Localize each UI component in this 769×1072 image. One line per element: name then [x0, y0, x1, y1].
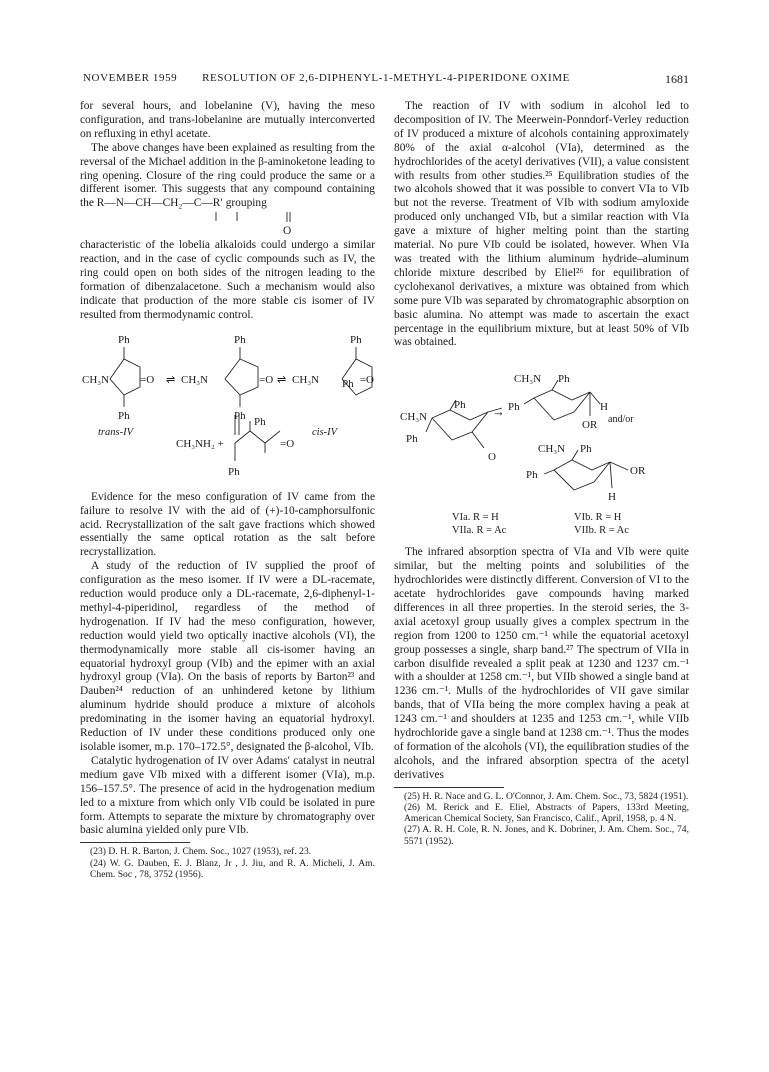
- hydrogen-label: H: [600, 401, 608, 414]
- phenyl-label: Ph: [454, 399, 466, 412]
- grouping-diagram: [80, 211, 375, 239]
- phenyl-label: Ph: [234, 409, 246, 422]
- methylamine-label: CH₃NH₂ +: [176, 437, 224, 450]
- phenyl-label: Ph: [526, 469, 538, 482]
- header-date: NOVEMBER 1959: [83, 72, 178, 84]
- paragraph: The infrared absorption spectra of VIa and VIb were quite similar, but the melting points and solubilities of the hydrochlorides were distinctly different. Conversion of VI to the acetate hydrochlorides gave compounds having marked differences in all three properties. In the steroid series, the 3-axial acetoxyl group usually gives a complex spectrum in the region from 1200 to 1250 cm.⁻¹ while the equatorial acetoxyl group possesses a single, sharp band.²⁷ The spectrum of VIIa in carbon disulfide revealed a split peak at 1230 and 1237 cm.⁻¹ with a shoulder at 1258 cm.⁻¹, but VIIb showed a single band at 1236 cm.⁻¹. Mulls of the hydrochlorides of VII gave similar bands, that of VIIa being the more complex having a peak at 1243 cm.⁻¹ and shoulders at 1235 and 1253 cm.⁻¹, while VIIb hydrochloride gave a single band at 1238 cm.⁻¹. Thus the modes of formation of the alcohols (VI), the equilibration studies of the alcohols, and the infrared absorption spectra of the acetyl derivatives: [394, 546, 689, 781]
- phenyl-label: Ph: [406, 433, 418, 446]
- carbonyl-label: =O: [280, 437, 295, 450]
- paragraph: A study of the reduction of IV supplied the proof of configuration as the meso isomer. If IV were a DL-racemate, reduction would produce only a DL-racemate, 2,6-diphenyl-1-methyl-4-piperidinol, regardless of the method of hydrogenation. If IV had the meso configuration, however, reduction would yield two optically inactive alcohols (VI), the thermodynamically more stable all cis-isomer having an equatorial hydroxyl group (VIb) and the epimer with an axial hydroxyl group (VIa). On the basis of reports by Barton²³ and Dauben²⁴ reduction of an unhindered ketone by lithium aluminum hydride should produce a mixture of alcohols predominating in the isomer having an equatorial hydroxyl. Reduction of IV under these conditions produced only one isolable isomer, m.p. 170–172.5°, designated the β-alcohol, VIb.: [80, 560, 375, 753]
- reaction-arrow: →: [492, 404, 505, 420]
- or-substituent: OR: [582, 419, 598, 432]
- paragraph: The above changes have been explained as resulting from the reversal of the Michael addition in the β-aminoketone leading to ring opening. Closure of the ring could produce the same or a different isomer. This suggests that any compound containing the R—N—CH—CH₂—C—R′ grouping: [80, 141, 375, 210]
- or-substituent: OR: [630, 465, 646, 478]
- paragraph: Catalytic hydrogenation of IV over Adams' catalyst in neutral medium gave VIb mixed with a different isomer (VIa), m.p. 156–157.5°. The presence of acid in the hydrogenation medium led to a mixture from which only VIb could be isolated in pure form. Attempts to separate the mixture by chromatography over basic alumina yielded only pure VIb.: [80, 754, 375, 837]
- phenyl-label: Ph: [342, 377, 354, 390]
- scheme-reduction-drawing: [394, 360, 689, 546]
- scheme-ring-opening-drawing: [80, 331, 375, 491]
- left-column: [80, 100, 375, 880]
- n-methyl-label: CH₃N: [400, 411, 428, 424]
- page-number: 1681: [665, 72, 689, 86]
- cis-iv-label: cis-IV: [312, 426, 338, 438]
- running-header: [83, 72, 689, 88]
- phenyl-label: Ph: [254, 415, 266, 428]
- phenyl-label: Ph: [580, 443, 592, 456]
- phenyl-label: Ph: [118, 333, 130, 346]
- compound-viib-label: VIIb. R = Ac: [574, 525, 629, 537]
- compound-via-label: VIa. R = H: [452, 512, 499, 524]
- trans-iv-label: trans-IV: [98, 426, 133, 438]
- paragraph: The reaction of IV with sodium in alcohol led to decomposition of IV. The Meerwein-Ponndorf-Verley reduction of IV produced a mixture of alcohols containing approximately 80% of the axial α-alcohol (VIa), determined as the hydrochlorides of the acetyl derivatives (VII), a value consistent with results from other studies.²⁵ Equilibration studies of the two alcohols showed that it was possible to convert VIa to VIb but not the reverse. Treatment of VIb with sodium amyloxide produced only unchanged VIb, but a similar reaction with VIa gave a mixture of higher melting point than the starting material. No pure VIb could be isolated, however. When VIa was treated with the lithium aluminum hydride–aluminum chloride mixture described by Eliel²⁶ for equilibration of cyclohexanol derivatives, a mixture was obtained from which some pure VIb was separated by chromatographic absorption on basic alumina. No attempt was made to ascertain the exact percentage in the equilibrium mixture, but at least 50% of VIb was obtained.: [394, 100, 689, 349]
- equilibrium-arrow: ⇌: [277, 373, 287, 386]
- paragraph: Evidence for the meso configuration of IV came from the failure to resolve IV with the aid of (+)-10-camphorsulfonic acid. Recrystallization of the salt gave fractions which showed essentially the same optical rotation as the salt before recrystallization.: [80, 490, 375, 559]
- phenyl-label: Ph: [508, 401, 520, 414]
- phenyl-label: Ph: [228, 465, 240, 478]
- phenyl-label: Ph: [234, 333, 246, 346]
- n-methyl-label: CH₃N: [514, 373, 542, 386]
- grouping-bonds: [80, 211, 375, 239]
- paragraph: characteristic of the lobelia alkaloids could undergo a similar reaction, and in the case of cyclic compounds such as IV, the ring could open on both sides of the nitrogen leading to the formation of dibenzalacetone. Such a mechanism would also indicate that production of the more stable cis isomer of IV resulted from thermodynamic control.: [80, 239, 375, 321]
- compound-viia-label: VIIa. R = Ac: [452, 525, 507, 537]
- footnote: (25) H. R. Nace and G. L. O'Connor, J. Am. Chem. Soc., 73, 5824 (1951).: [404, 790, 689, 802]
- carbonyl-label: =O: [359, 373, 374, 386]
- footnote-rule: [394, 787, 504, 788]
- right-column: [394, 100, 689, 847]
- compound-vib-label: VIb. R = H: [574, 512, 622, 524]
- footnote: (23) D. H. R. Barton, J. Chem. Soc., 1027 (1953), ref. 23.: [90, 846, 312, 858]
- n-methyl-label: CH₃N: [538, 443, 566, 456]
- phenyl-label: Ph: [558, 373, 570, 386]
- hydrogen-label: H: [608, 491, 616, 504]
- and-or-label: and/or: [608, 414, 634, 426]
- n-methyl-label: CH₃N: [82, 373, 110, 386]
- footnote: (24) W. G. Dauben, E. J. Blanz, Jr , J. Jiu, and R. A. Micheli, J. Am. Chem. Soc , 78, 3752 (1956).: [90, 857, 375, 880]
- carbonyl-label: =O: [140, 373, 155, 386]
- footnote-rule: [80, 842, 190, 843]
- n-methyl-label: CH₃N: [181, 373, 209, 386]
- equilibrium-arrow: ⇌: [166, 373, 176, 386]
- ketone-oxygen: O: [488, 451, 496, 464]
- paragraph: for several hours, and lobelanine (V), having the meso configuration, and trans-lobelanine are mutually interconverted on refluxing in ethyl acetate.: [80, 100, 375, 140]
- n-methyl-label: CH₃N: [292, 373, 320, 386]
- scheme-reduction: [394, 360, 689, 546]
- grouping-oxygen: O: [283, 225, 292, 238]
- phenyl-label: Ph: [118, 409, 130, 422]
- scheme-ring-opening: [80, 331, 375, 491]
- footnote: (27) A. R. H. Cole, R. N. Jones, and K. Dobriner, J. Am. Chem. Soc., 74, 5571 (1952).: [404, 824, 689, 847]
- header-title: RESOLUTION OF 2,6-DIPHENYL-1-METHYL-4-PIPERIDONE OXIME: [202, 72, 570, 84]
- phenyl-label: Ph: [350, 333, 362, 346]
- carbonyl-label: =O: [259, 373, 274, 386]
- footnote: (26) M. Rerick and E. Eliel, Abstracts of Papers, 133rd Meeting, American Chemical Society, San Francisco, Calif., April, 1958, p. 4 N.: [404, 801, 689, 825]
